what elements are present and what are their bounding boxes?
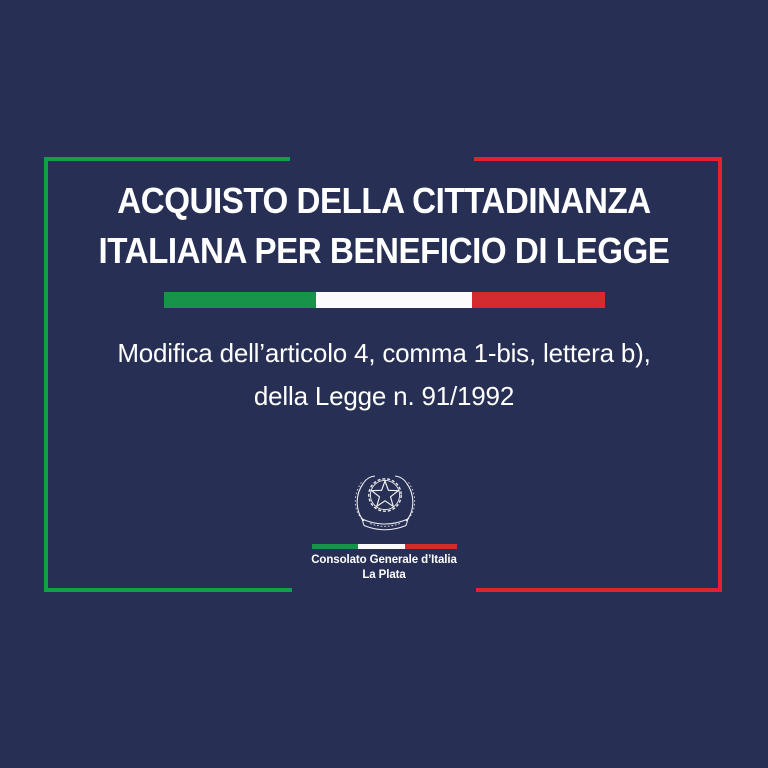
- mini-flag-green-stripe: [312, 544, 358, 549]
- subtitle: [0, 332, 768, 418]
- org-name: Consolato Generale d’Italia: [311, 554, 457, 566]
- frame-border-bottom-red: [476, 588, 722, 592]
- title-line-1: ACQUISTO DELLA CITTADINANZA: [117, 180, 651, 221]
- italian-flag-divider-icon: [164, 292, 605, 308]
- org-block: [0, 553, 768, 582]
- italian-flag-small-icon: [312, 544, 457, 549]
- org-location: La Plata: [362, 568, 406, 581]
- mini-flag-white-stripe: [358, 544, 405, 549]
- divider-red-stripe: [472, 292, 605, 308]
- subtitle-line-2: della Legge n. 91/1992: [253, 381, 515, 411]
- frame-border-top-red: [474, 157, 722, 161]
- italian-republic-emblem-icon: [350, 470, 420, 534]
- page-title: [31, 176, 738, 276]
- frame-border-bottom-green: [44, 588, 292, 592]
- divider-green-stripe: [164, 292, 316, 308]
- mini-flag-red-stripe: [405, 544, 457, 549]
- divider-white-stripe: [316, 292, 472, 308]
- frame-border-top-green: [44, 157, 290, 161]
- subtitle-line-1: Modifica dell’articolo 4, comma 1-bis, lettera b),: [117, 338, 651, 368]
- title-line-2: ITALIANA PER BENEFICIO DI LEGGE: [98, 230, 670, 271]
